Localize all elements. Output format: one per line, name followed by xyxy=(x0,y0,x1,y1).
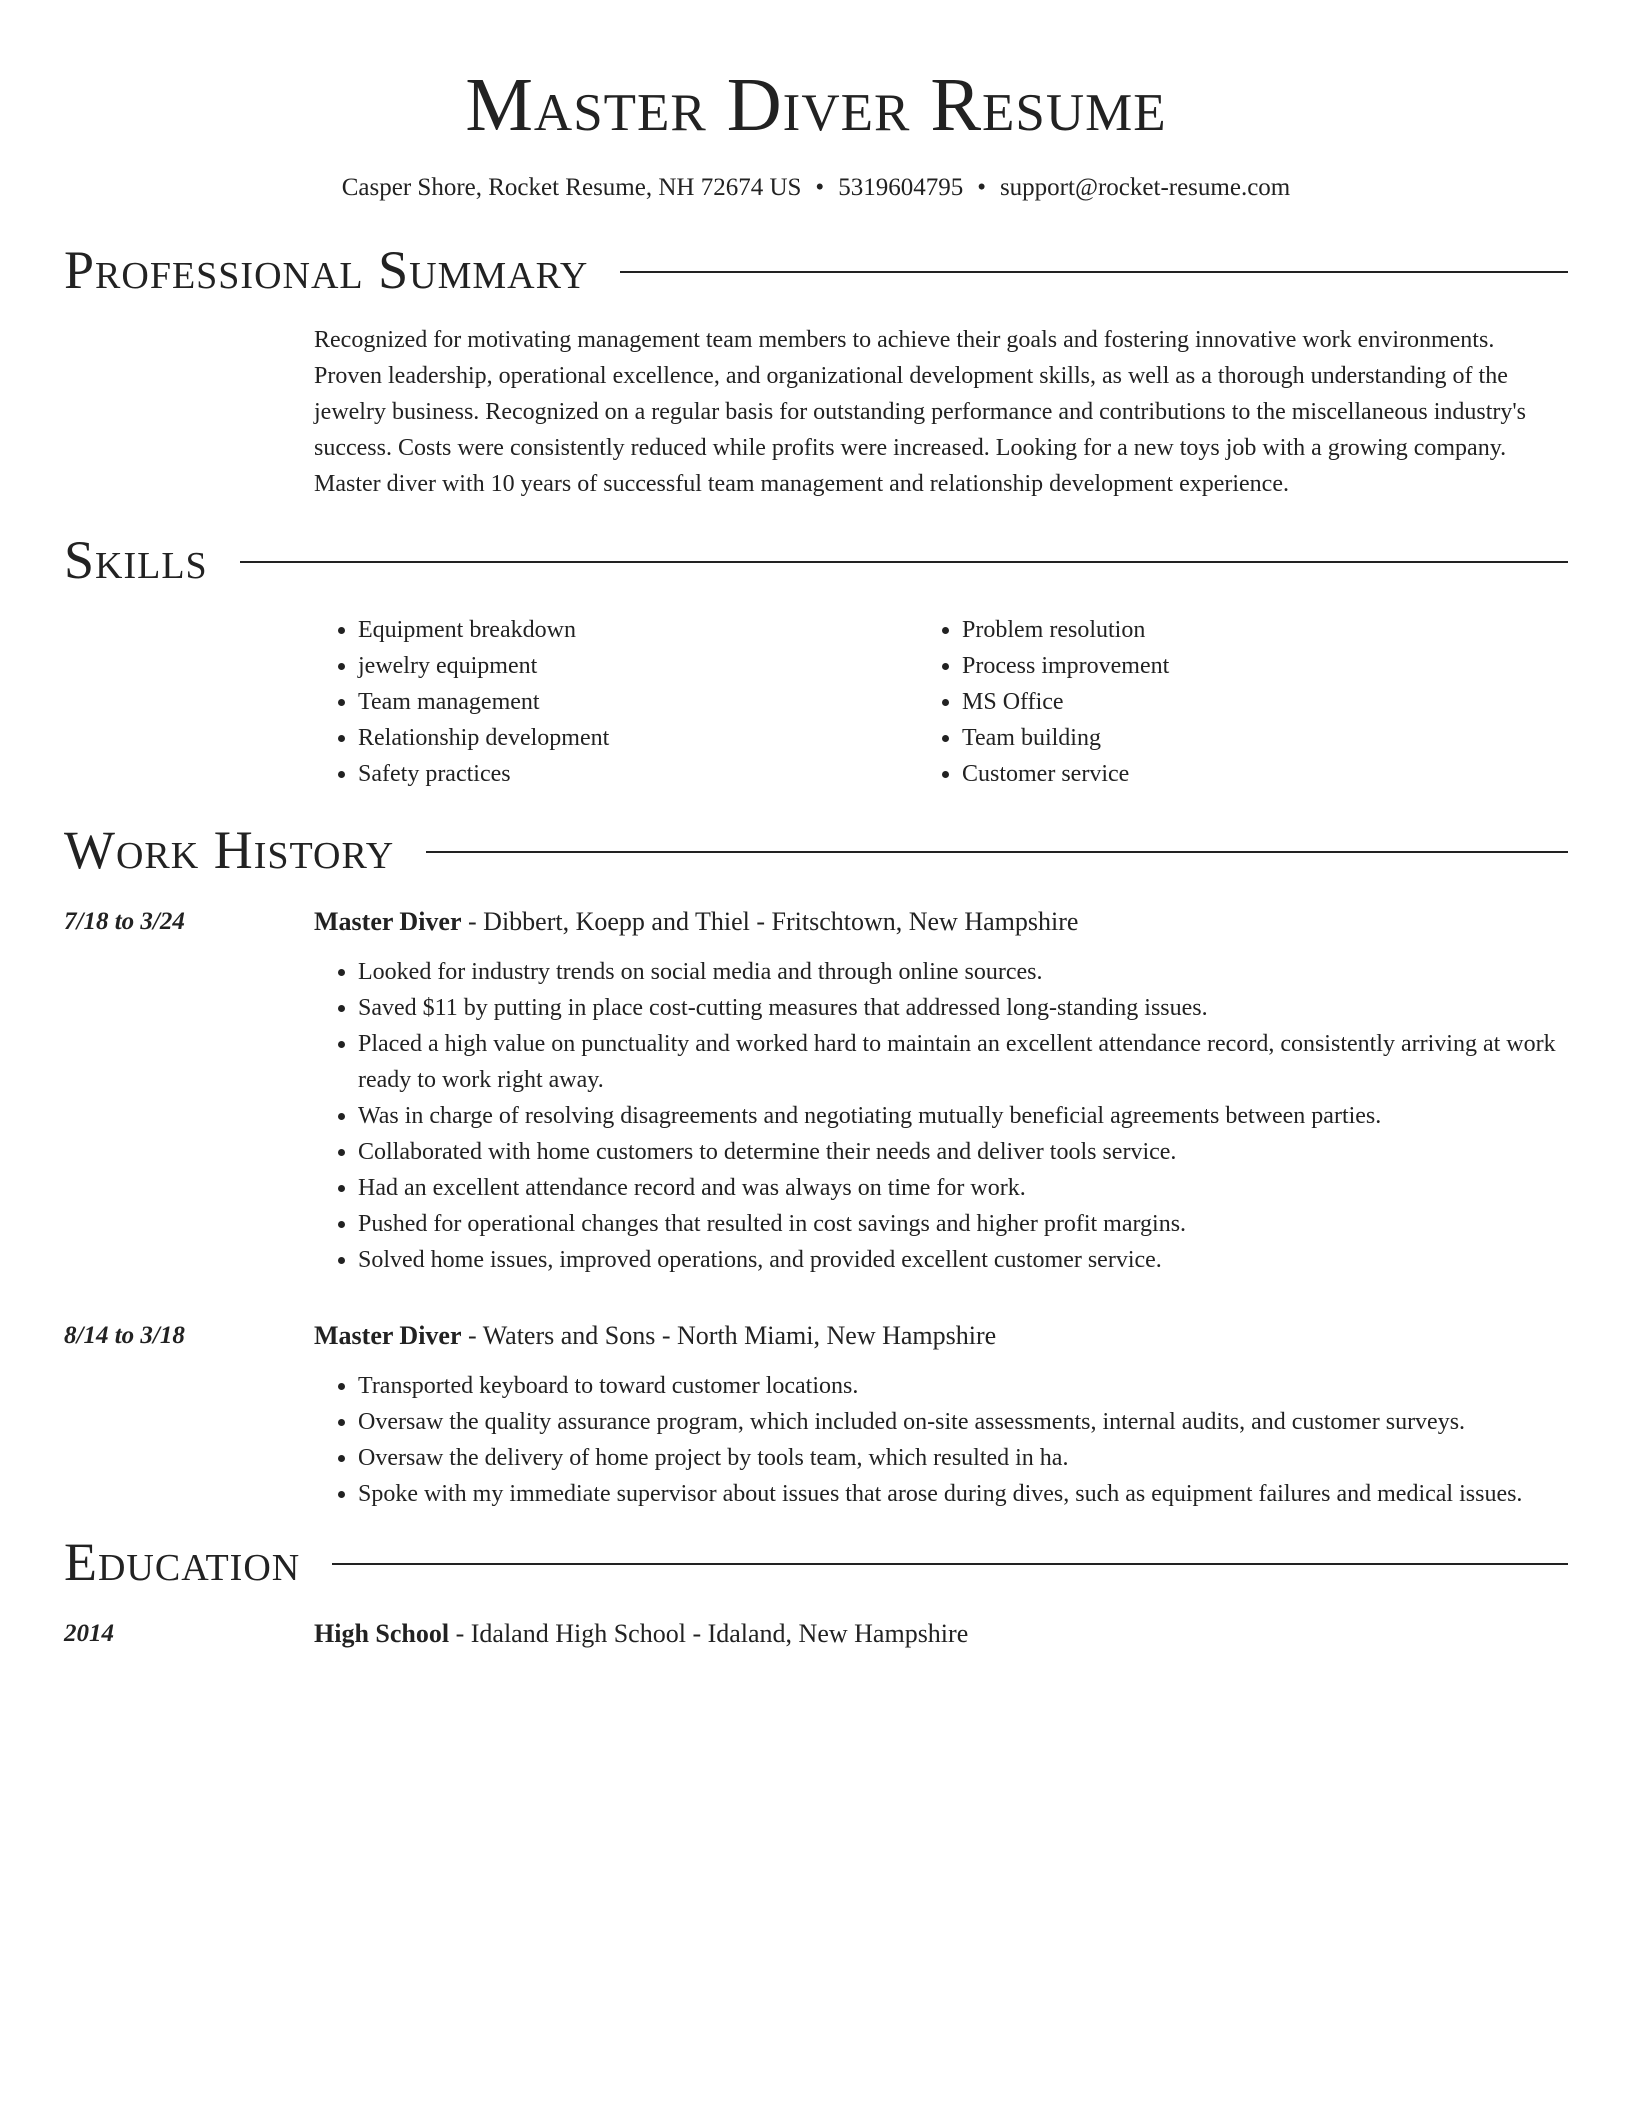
job-bullet: • Spoke with my immediate supervisor about issues that arose during dives, such as equipment failures and medical issues. xyxy=(358,1476,1568,1512)
education-heading: Education xyxy=(64,1532,301,1592)
section-divider xyxy=(332,1563,1568,1565)
work-section-header xyxy=(64,818,1568,882)
education-entry xyxy=(64,1616,1568,1652)
skill-item: • Team management xyxy=(358,684,918,720)
skill-item: • jewelry equipment xyxy=(358,648,918,684)
skill-item: • Relationship development xyxy=(358,720,918,756)
skill-item: • Team building xyxy=(962,720,1169,756)
section-divider xyxy=(426,851,1568,853)
resume-title: Master Diver Resume xyxy=(465,63,1167,147)
job-employer: - Waters and Sons - North Miami, New Hampshire xyxy=(461,1321,997,1350)
job-bullet: • Oversaw the quality assurance program, which included on-site assessments, internal audits, and customer surveys. xyxy=(358,1404,1568,1440)
job-entry xyxy=(64,904,1568,1278)
skills-section-header xyxy=(64,528,1568,592)
job-bullet: • Solved home issues, improved operations, and provided excellent customer service. xyxy=(358,1242,1568,1278)
job-dates: 8/14 to 3/18 xyxy=(64,1322,185,1349)
contact-separator: • xyxy=(977,174,986,201)
skill-item: • Problem resolution xyxy=(962,612,1169,648)
education-section-header xyxy=(64,1530,1568,1594)
job-dates: 7/18 to 3/24 xyxy=(64,908,185,935)
job-bullet: • Oversaw the delivery of home project by tools team, which resulted in ha. xyxy=(358,1440,1568,1476)
skills-left-spacer xyxy=(64,612,314,792)
section-divider xyxy=(240,561,1568,563)
skill-item: • Safety practices xyxy=(358,756,918,792)
job-bullet: • Had an excellent attendance record and was always on time for work. xyxy=(358,1170,1568,1206)
job-title: Master Diver xyxy=(314,1321,462,1350)
job-heading xyxy=(314,904,1568,940)
skill-item: • Customer service xyxy=(962,756,1169,792)
job-bullet: • Looked for industry trends on social media and through online sources. xyxy=(358,954,1568,990)
job-bullet: • Transported keyboard to toward customer locations. xyxy=(358,1368,1568,1404)
job-bullets xyxy=(314,954,1568,1278)
job-employer: - Dibbert, Koepp and Thiel - Fritschtown, New Hampshire xyxy=(461,907,1079,936)
job-bullets xyxy=(314,1368,1568,1512)
education-heading-line xyxy=(314,1616,1568,1652)
education-school: - Idaland High School - Idaland, New Hampshire xyxy=(449,1619,969,1648)
job-heading xyxy=(314,1318,1568,1354)
skills-column-2 xyxy=(918,612,1169,792)
summary-section-header xyxy=(64,238,1568,302)
contact-line xyxy=(64,172,1568,204)
contact-phone: 5319604795 xyxy=(838,174,964,201)
job-bullet: • Placed a high value on punctuality and worked hard to maintain an excellent attendance record, consistently arriving at work ready to work right away. xyxy=(358,1026,1568,1098)
section-divider xyxy=(620,271,1568,273)
job-bullet: • Pushed for operational changes that resulted in cost savings and higher profit margins. xyxy=(358,1206,1568,1242)
job-bullet: • Saved $11 by putting in place cost-cutting measures that addressed long-standing issues. xyxy=(358,990,1568,1026)
summary-heading: Professional Summary xyxy=(64,240,589,300)
summary-left-spacer xyxy=(64,322,314,502)
contact-email: support@rocket-resume.com xyxy=(999,174,1291,201)
summary-text: Recognized for motivating management team members to achieve their goals and fostering innovative work environments. Proven leadership, operational excellence, and organizational development skills, as well as a thorough understanding of the jewelry business. Recognized on a regular basis for outstanding performance and contributions to the miscellaneous industry's success. Costs were consistently reduced while profits were increased. Looking for a new toys job with a growing company. Master diver with 10 years of successful team management and relationship development experience. xyxy=(314,327,1527,497)
skill-item: • Equipment breakdown xyxy=(358,612,918,648)
summary-section xyxy=(64,322,1568,502)
work-heading: Work History xyxy=(64,820,395,880)
education-degree: High School xyxy=(314,1619,450,1648)
skills-heading: Skills xyxy=(64,530,208,590)
education-year: 2014 xyxy=(64,1620,114,1647)
job-bullet: • Collaborated with home customers to determine their needs and deliver tools service. xyxy=(358,1134,1568,1170)
contact-separator: • xyxy=(815,174,825,201)
skill-item: • MS Office xyxy=(962,684,1169,720)
skills-section xyxy=(64,612,1568,792)
job-bullet: • Was in charge of resolving disagreements and negotiating mutually beneficial agreements between parties. xyxy=(358,1098,1568,1134)
skill-item: • Process improvement xyxy=(962,648,1169,684)
job-entry xyxy=(64,1318,1568,1512)
job-title: Master Diver xyxy=(314,907,462,936)
contact-address: Casper Shore, Rocket Resume, NH 72674 US xyxy=(341,174,802,201)
resume-page xyxy=(64,0,1568,1652)
skills-column-1 xyxy=(314,612,918,792)
